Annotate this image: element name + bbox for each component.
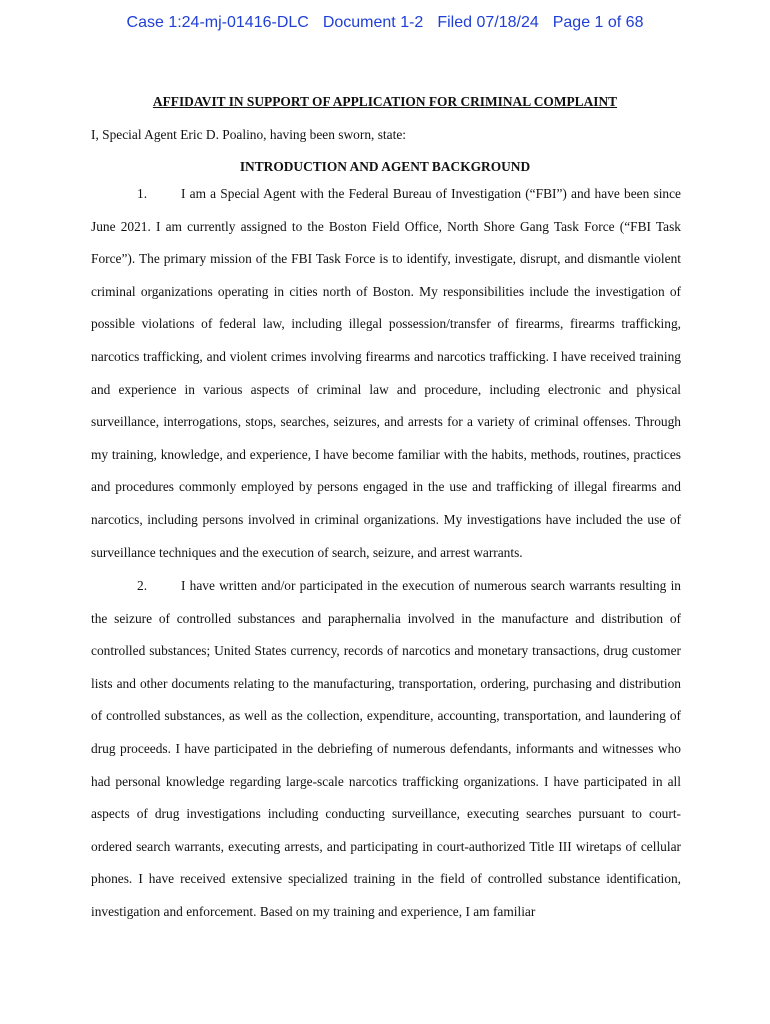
page-indicator: Page 1 of 68 xyxy=(552,14,644,31)
paragraph xyxy=(91,570,681,929)
document-title: AFFIDAVIT IN SUPPORT OF APPLICATION FOR CRIMINAL COMPLAINT xyxy=(152,94,618,109)
case-number: Case 1:24-mj-01416-DLC xyxy=(126,14,309,31)
paragraph-text: I have written and/or participated in the execution of numerous search warrants resulting in the seizure of controlled substances and paraphernalia involved in the manufacture and distribution of controlled substances; United States currency, records of narcotics and monetary transactions, drug customer lists and other documents relating to the manufacturing, transportation, ordering, purchasing and distribution of controlled substances, as well as the collection, expenditure, accounting, transportation, and laundering of drug proceeds. I have participated in the debriefing of numerous defendants, informants and witnesses who had personal knowledge regarding large-scale narcotics trafficking organizations. I have participated in all aspects of drug investigations including conducting surveillance, executing searches pursuant to court-ordered search warrants, executing arrests, and participating in court-authorized Title III wiretaps of cellular phones. I have received extensive specialized training in the field of controlled substance identification, investigation and enforcement. Based on my training and experience, I am familiar xyxy=(91,578,681,919)
section-heading: INTRODUCTION AND AGENT BACKGROUND xyxy=(239,159,531,174)
paragraph-number: 1. xyxy=(137,186,148,201)
filed-date: Filed 07/18/24 xyxy=(437,14,539,31)
paragraph-number: 2. xyxy=(137,578,148,593)
paragraph-text: I am a Special Agent with the Federal Bureau of Investigation (“FBI”) and have been since June 2021. I am currently assigned to the Boston Field Office, North Shore Gang Task Force (“FBI Task Force”). The primary mission of the FBI Task Force is to identify, investigate, disrupt, and dismantle violent criminal organizations operating in cities north of Boston. My responsibilities include the investigation of possible violations of federal law, including illegal possession/transfer of firearms, firearms trafficking, narcotics trafficking, and violent crimes involving firearms and narcotics trafficking. I have received training and experience in various aspects of criminal law and procedure, including electronic and physical surveillance, interrogations, stops, searches, seizures, and arrests for a variety of criminal offenses. Through my training, knowledge, and experience, I have become familiar with the habits, methods, routines, practices and procedures commonly employed by persons engaged in the use and trafficking of illegal firearms and narcotics, including persons involved in criminal organizations. My investigations have included the use of surveillance techniques and the execution of search, seizure, and arrest warrants. xyxy=(91,186,681,560)
swearing-statement: I, Special Agent Eric D. Poalino, having been sworn, state: xyxy=(91,127,406,142)
document-number: Document 1-2 xyxy=(322,14,424,31)
filing-header-stamp xyxy=(0,14,770,32)
paragraph xyxy=(91,178,681,569)
